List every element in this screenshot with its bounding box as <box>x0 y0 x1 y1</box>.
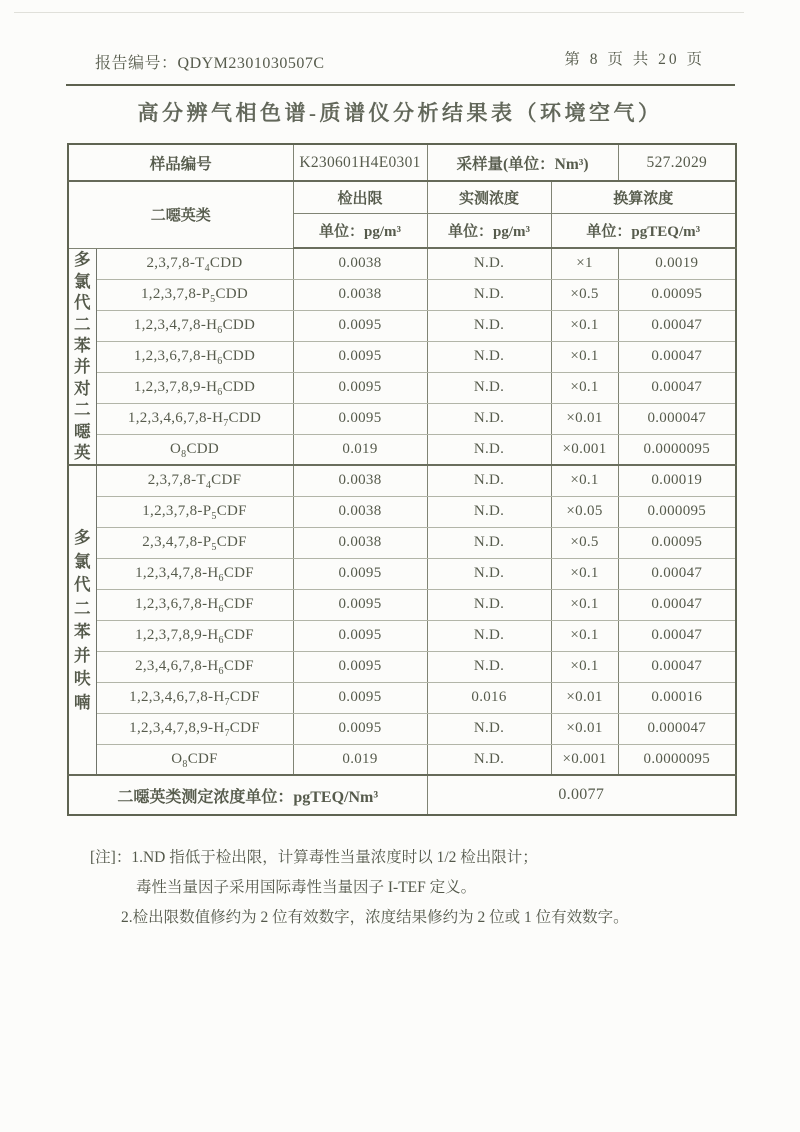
report-number-label: 报告编号： <box>95 55 178 72</box>
detection-limit-value: 0.0038 <box>293 465 427 496</box>
compound-name: $1,2,3,7,8,9-H_6CDF$ <box>96 620 293 651</box>
report-number-value: QDYM2301030507C <box>177 55 325 72</box>
tef-factor: ×0.1 <box>551 341 618 372</box>
compound-name: $2,3,7,8-T_4CDD$ <box>96 248 293 279</box>
tef-factor: ×0.05 <box>551 496 618 527</box>
total-value: 0.0077 <box>427 775 736 815</box>
table-row <box>68 620 736 651</box>
compound-name: $1,2,3,7,8,9-H_6CDD$ <box>96 372 293 403</box>
measured-concentration-value: N.D. <box>427 589 551 620</box>
measured-concentration-value: N.D. <box>427 310 551 341</box>
detection-limit-value: 0.0095 <box>293 713 427 744</box>
total-row <box>68 775 736 815</box>
detection-limit-value: 0.0095 <box>293 589 427 620</box>
detection-limit-value: 0.0095 <box>293 558 427 589</box>
detection-limit-value: 0.0095 <box>293 372 427 403</box>
detection-limit-value: 0.0095 <box>293 651 427 682</box>
measured-concentration-value: N.D. <box>427 465 551 496</box>
group-label-pcdf: 多 氯 代 二 苯 并 呋 喃 <box>68 465 96 775</box>
converted-concentration-value: 0.000047 <box>618 403 736 434</box>
converted-concentration-value: 0.000095 <box>618 496 736 527</box>
converted-concentration-value: 0.00047 <box>618 589 736 620</box>
sampling-volume-value: 527.2029 <box>618 144 736 181</box>
report-header <box>95 50 705 73</box>
compound-name: $2,3,4,7,8-P_5CDF$ <box>96 527 293 558</box>
detection-limit-value: 0.0038 <box>293 496 427 527</box>
converted-concentration-value: 0.0019 <box>618 248 736 279</box>
sample-info-row <box>68 144 736 181</box>
measured-concentration-value: N.D. <box>427 558 551 589</box>
table-row <box>68 403 736 434</box>
converted-concentration-value: 0.00047 <box>618 341 736 372</box>
analysis-results-table <box>67 143 737 816</box>
tef-factor: ×0.1 <box>551 558 618 589</box>
sampling-volume-label: 采样量(单位：Nm³) <box>427 144 618 181</box>
footnote-line: [注]：1.ND 指低于检出限，计算毒性当量浓度时以 1/2 检出限计； <box>90 849 538 866</box>
footnotes <box>90 843 740 933</box>
table-row <box>68 527 736 558</box>
measured-concentration-value: N.D. <box>427 248 551 279</box>
detection-limit-value: 0.0095 <box>293 403 427 434</box>
dioxin-category-label: 二噁英类 <box>68 181 293 248</box>
table-row <box>68 713 736 744</box>
tef-factor: ×0.01 <box>551 682 618 713</box>
table-row <box>68 558 736 589</box>
tef-factor: ×0.1 <box>551 620 618 651</box>
detection-limit-value: 0.019 <box>293 744 427 775</box>
converted-concentration-value: 0.0000095 <box>618 744 736 775</box>
table-row <box>68 310 736 341</box>
compound-name: $O_8CDF$ <box>96 744 293 775</box>
group-label-pcdd: 多 氯 代 二 苯 并 对 二 噁 英 <box>68 248 96 465</box>
converted-concentration-unit: 单位：pgTEQ/m³ <box>551 213 736 248</box>
measured-concentration-value: N.D. <box>427 651 551 682</box>
detection-limit-unit: 单位：pg/m³ <box>293 213 427 248</box>
tef-factor: ×0.1 <box>551 372 618 403</box>
tef-factor: ×0.01 <box>551 403 618 434</box>
compound-name: $O_8CDD$ <box>96 434 293 465</box>
converted-concentration-header: 换算浓度 <box>551 181 736 213</box>
table-row <box>68 496 736 527</box>
detection-limit-header: 检出限 <box>293 181 427 213</box>
tef-factor: ×0.1 <box>551 465 618 496</box>
measured-concentration-value: N.D. <box>427 279 551 310</box>
page-title: 高分辨气相色谱-质谱仪分析结果表（环境空气） <box>137 101 663 125</box>
compound-name: $1,2,3,4,6,7,8-H_7CDD$ <box>96 403 293 434</box>
measured-concentration-value: N.D. <box>427 713 551 744</box>
table-row <box>68 589 736 620</box>
table-row <box>68 434 736 465</box>
compound-name: $2,3,4,6,7,8-H_6CDF$ <box>96 651 293 682</box>
detection-limit-value: 0.019 <box>293 434 427 465</box>
measured-concentration-value: 0.016 <box>427 682 551 713</box>
measured-concentration-value: N.D. <box>427 434 551 465</box>
compound-name: $1,2,3,6,7,8-H_6CDF$ <box>96 589 293 620</box>
converted-concentration-value: 0.000047 <box>618 713 736 744</box>
tef-factor: ×0.1 <box>551 310 618 341</box>
footnote-line: 毒性当量因子采用国际毒性当量因子 I-TEF 定义。 <box>136 879 477 896</box>
measured-concentration-value: N.D. <box>427 403 551 434</box>
compound-name: $1,2,3,4,7,8,9-H_7CDF$ <box>96 713 293 744</box>
detection-limit-value: 0.0038 <box>293 279 427 310</box>
measured-concentration-value: N.D. <box>427 496 551 527</box>
measured-concentration-value: N.D. <box>427 341 551 372</box>
column-header-row <box>68 181 736 213</box>
tef-factor: ×0.01 <box>551 713 618 744</box>
detection-limit-value: 0.0095 <box>293 310 427 341</box>
dioxin-table-body <box>68 144 736 815</box>
detection-limit-value: 0.0095 <box>293 341 427 372</box>
compound-name: $1,2,3,7,8-P_5CDD$ <box>96 279 293 310</box>
header-divider <box>66 84 735 86</box>
compound-name: $2,3,7,8-T_4CDF$ <box>96 465 293 496</box>
converted-concentration-value: 0.00016 <box>618 682 736 713</box>
table-row <box>68 682 736 713</box>
detection-limit-value: 0.0095 <box>293 682 427 713</box>
converted-concentration-value: 0.00095 <box>618 527 736 558</box>
table-row <box>68 372 736 403</box>
converted-concentration-value: 0.0000095 <box>618 434 736 465</box>
page-number: 第 8 页 共 20 页 <box>564 51 705 68</box>
report-number <box>95 50 325 73</box>
converted-concentration-value: 0.00095 <box>618 279 736 310</box>
scan-artifact-line <box>14 12 744 13</box>
sample-id-label: 样品编号 <box>68 144 293 181</box>
detection-limit-value: 0.0038 <box>293 527 427 558</box>
total-label: 二噁英类测定浓度单位：pgTEQ/Nm³ <box>68 775 427 815</box>
table-row <box>68 341 736 372</box>
compound-name: $1,2,3,4,6,7,8-H_7CDF$ <box>96 682 293 713</box>
measured-concentration-header: 实测浓度 <box>427 181 551 213</box>
table-row <box>68 279 736 310</box>
table-row <box>68 248 736 279</box>
tef-factor: ×1 <box>551 248 618 279</box>
detection-limit-value: 0.0038 <box>293 248 427 279</box>
compound-name: $1,2,3,4,7,8-H_6CDF$ <box>96 558 293 589</box>
tef-factor: ×0.5 <box>551 527 618 558</box>
compound-name: $1,2,3,7,8-P_5CDF$ <box>96 496 293 527</box>
detection-limit-value: 0.0095 <box>293 620 427 651</box>
converted-concentration-value: 0.00047 <box>618 620 736 651</box>
tef-factor: ×0.5 <box>551 279 618 310</box>
tef-factor: ×0.1 <box>551 589 618 620</box>
converted-concentration-value: 0.00047 <box>618 310 736 341</box>
converted-concentration-value: 0.00019 <box>618 465 736 496</box>
compound-name: $1,2,3,4,7,8-H_6CDD$ <box>96 310 293 341</box>
footnote-line: 2.检出限数值修约为 2 位有效数字，浓度结果修约为 2 位或 1 位有效数字。 <box>121 909 629 926</box>
measured-concentration-value: N.D. <box>427 372 551 403</box>
measured-concentration-value: N.D. <box>427 620 551 651</box>
measured-concentration-value: N.D. <box>427 744 551 775</box>
table-row <box>68 651 736 682</box>
compound-name: $1,2,3,6,7,8-H_6CDD$ <box>96 341 293 372</box>
sample-id-value: K230601H4E0301 <box>293 144 427 181</box>
table-row <box>68 465 736 496</box>
tef-factor: ×0.1 <box>551 651 618 682</box>
converted-concentration-value: 0.00047 <box>618 651 736 682</box>
table-row <box>68 744 736 775</box>
measured-concentration-unit: 单位：pg/m³ <box>427 213 551 248</box>
tef-factor: ×0.001 <box>551 434 618 465</box>
tef-factor: ×0.001 <box>551 744 618 775</box>
converted-concentration-value: 0.00047 <box>618 558 736 589</box>
measured-concentration-value: N.D. <box>427 527 551 558</box>
converted-concentration-value: 0.00047 <box>618 372 736 403</box>
